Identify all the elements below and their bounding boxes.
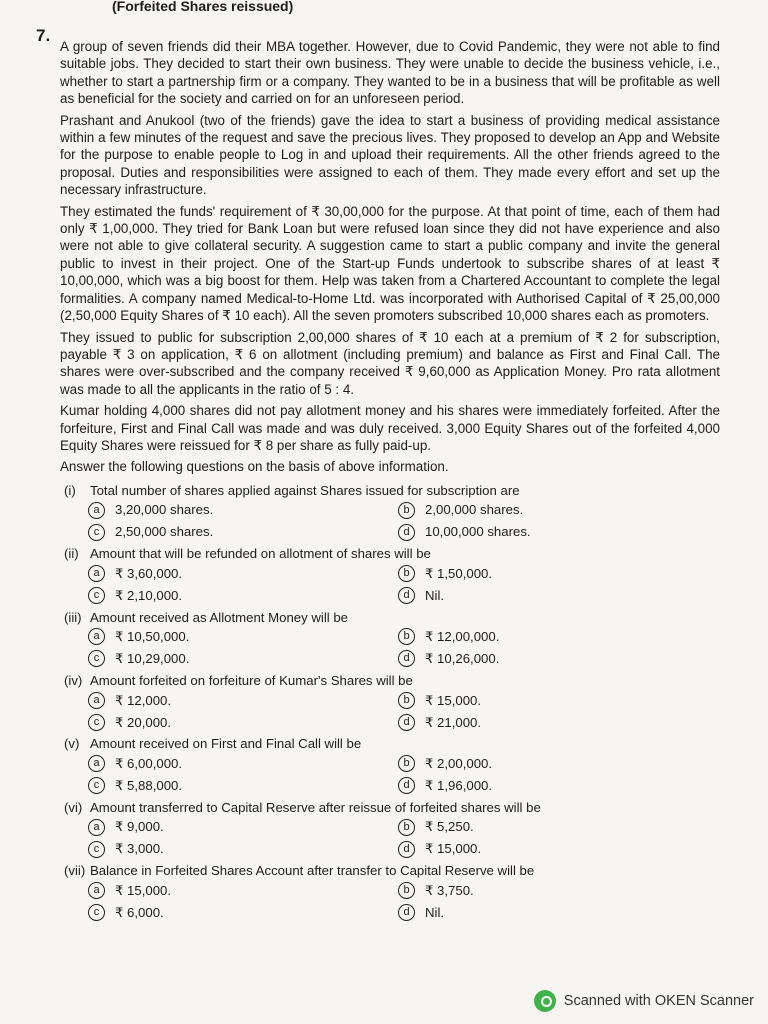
option-letter-circle: c: [88, 904, 105, 921]
option-letter-circle: b: [398, 692, 415, 709]
sub-question-label: Balance in Forfeited Shares Account after transfer to Capital Reserve will be: [90, 863, 535, 879]
option-value: ₹ 15,000.: [115, 882, 172, 898]
option-c: [88, 649, 398, 669]
option-letter-circle: a: [88, 565, 105, 582]
sub-question-label: Total number of shares applied against Shares issued for subscription are: [90, 482, 520, 498]
option-value: ₹ 10,50,000.: [115, 629, 190, 645]
option-letter-circle: b: [398, 502, 415, 519]
sub-question-label: Amount forfeited on forfeiture of Kumar's Shares will be: [90, 672, 413, 688]
option-d: [398, 649, 698, 669]
option-grid: [60, 500, 720, 542]
sub-question-number: (vii): [64, 863, 86, 879]
sub-question-label: Amount received as Allotment Money will be: [90, 609, 349, 625]
section-title: (Forfeited Shares reissued): [112, 0, 294, 14]
sub-question: [60, 482, 720, 542]
option-value: Nil.: [425, 904, 445, 920]
option-letter-circle: a: [88, 628, 105, 645]
option-c: [88, 839, 398, 859]
sub-question: [60, 545, 720, 605]
option-letter-circle: c: [88, 524, 105, 541]
option-letter-circle: d: [398, 777, 415, 794]
sub-question: [60, 862, 720, 922]
sub-question-number: (ii): [64, 546, 79, 562]
scanner-text: Scanned with OKEN Scanner: [563, 993, 754, 1009]
option-value: ₹ 15,000.: [425, 692, 482, 708]
sub-question-text: [60, 862, 720, 879]
option-value: ₹ 10,29,000.: [115, 651, 190, 667]
sub-question-text: [60, 609, 720, 626]
option-a: [88, 690, 398, 710]
question-paragraph: Kumar holding 4,000 shares did not pay allotment money and his shares were immediately forfeited. After the forfeiture, First and Final Call was made and was duly received. 3,000 Equity Shares out of the forfeited 4,000 Equity Shares were reissued for ₹ 8 per share as fully paid-up.: [60, 403, 720, 453]
option-c: [88, 776, 398, 796]
option-letter-circle: d: [398, 650, 415, 667]
option-a: [88, 754, 398, 774]
sub-question: [60, 799, 720, 859]
sub-question-text: [60, 672, 720, 689]
option-letter-circle: a: [88, 502, 105, 519]
option-letter-circle: d: [398, 714, 415, 731]
option-value: ₹ 6,00,000.: [115, 756, 183, 772]
option-a: [88, 564, 398, 584]
sub-question-number: (v): [64, 736, 80, 752]
sub-question-number: (vi): [64, 799, 83, 815]
option-letter-circle: a: [88, 882, 105, 899]
option-grid: [60, 690, 720, 732]
option-a: [88, 817, 398, 837]
option-c: [88, 586, 398, 606]
option-value: ₹ 20,000.: [115, 714, 172, 730]
option-grid: [60, 817, 720, 859]
question-paragraph: Prashant and Anukool (two of the friends) gave the idea to start a business of providing medical assistance within a few minutes of the request and save the precious lives. They proposed to develop an App and Website for the purpose to enable people to Log in and upload their requirements. All the other friends agreed to the proposal. Duties and responsibilities were assigned to each of them. They made every effort and set up the necessary infrastructure.: [60, 112, 720, 198]
option-b: [398, 690, 698, 710]
option-d: [398, 522, 698, 542]
option-letter-circle: b: [398, 565, 415, 582]
option-a: [88, 500, 398, 520]
option-letter-circle: b: [398, 819, 415, 836]
option-value: Nil.: [425, 587, 445, 603]
scanner-footer: [534, 990, 754, 1012]
option-grid: [60, 754, 720, 796]
option-grid: [60, 627, 720, 669]
option-value: ₹ 9,000.: [115, 819, 164, 835]
sub-question-number: (iv): [64, 672, 83, 688]
option-value: ₹ 10,26,000.: [425, 651, 500, 667]
option-value: ₹ 2,10,000.: [115, 587, 183, 603]
sub-question: [60, 609, 720, 669]
question-body: [60, 18, 720, 923]
option-b: [398, 627, 698, 647]
option-letter-circle: c: [88, 587, 105, 604]
option-a: [88, 627, 398, 647]
option-value: ₹ 15,000.: [425, 841, 482, 857]
option-letter-circle: c: [88, 714, 105, 731]
sub-question-label: Amount that will be refunded on allotment of shares will be: [90, 546, 431, 562]
option-b: [398, 754, 698, 774]
question-paragraph: They estimated the funds' requirement of ₹ 30,00,000 for the purpose. At that point of time, each of them had only ₹ 1,00,000. They tried for Bank Loan but were refused loan since they did not have experience and also were not able to give collateral security. A suggestion came to start a public company and invite the general public to invest in their project. One of the Start-up Funds undertook to subscribe shares of at least ₹ 10,00,000, which was a big boost for them. Help was taken from a Chartered Accountant to complete the legal formalities. A company named Medical-to-Home Ltd. was incorporated with Authorised Capital of ₹ 25,00,000 (2,50,000 Equity Shares of ₹ 10 each). All the seven promoters subscribed 10,000 shares each as promoters.: [60, 203, 720, 324]
sub-question: [60, 735, 720, 795]
option-value: 3,20,000 shares.: [115, 502, 214, 518]
question-paragraphs: [60, 38, 720, 476]
option-grid: [60, 881, 720, 923]
option-d: [398, 839, 698, 859]
option-letter-circle: a: [88, 819, 105, 836]
option-value: ₹ 2,00,000.: [425, 756, 493, 772]
option-b: [398, 817, 698, 837]
option-letter-circle: c: [88, 777, 105, 794]
question-number: 7.: [36, 26, 51, 45]
option-value: ₹ 6,000.: [115, 904, 164, 920]
question-paragraph: Answer the following questions on the basis of above information.: [60, 459, 449, 475]
option-value: ₹ 3,000.: [115, 841, 164, 857]
sub-question-text: [60, 735, 720, 752]
option-c: [88, 712, 398, 732]
option-letter-circle: d: [398, 841, 415, 858]
option-d: [398, 903, 698, 923]
option-d: [398, 712, 698, 732]
sub-question-label: Amount transferred to Capital Reserve after reissue of forfeited shares will be: [90, 799, 541, 815]
question-paragraph: A group of seven friends did their MBA together. However, due to Covid Pandemic, they were not able to find suitable jobs. They decided to start their own business. They were unable to decide the business vehicle, i.e., whether to start a partnership firm or a company. They wanted to be in a business that will be profitable as well as beneficial for the society and carried on for an unforeseen period.: [60, 39, 720, 107]
sub-questions: [60, 482, 720, 923]
sub-question-number: (i): [64, 482, 76, 498]
question-paragraph: They issued to public for subscription 2,00,000 shares of ₹ 10 each at a premium of ₹ 2 for subscription, payable ₹ 3 on application, ₹ 6 on allotment (including premium) and balance as First and Final Call. The shares were over-subscribed and the company received ₹ 9,60,000 as Application Money. Pro rata allotment was made to all the applicants in the ratio of 5 : 4.: [60, 329, 720, 397]
option-value: ₹ 1,96,000.: [425, 778, 493, 794]
option-value: 2,00,000 shares.: [425, 502, 524, 518]
option-letter-circle: c: [88, 650, 105, 667]
option-value: ₹ 21,000.: [425, 714, 482, 730]
sub-question-label: Amount received on First and Final Call will be: [90, 736, 362, 752]
sub-question-text: [60, 799, 720, 816]
option-b: [398, 881, 698, 901]
option-value: ₹ 5,250.: [425, 819, 474, 835]
option-a: [88, 881, 398, 901]
oken-scanner-logo-icon: [534, 990, 556, 1012]
option-value: ₹ 3,750.: [425, 882, 474, 898]
option-letter-circle: c: [88, 841, 105, 858]
option-value: ₹ 5,88,000.: [115, 778, 183, 794]
option-value: ₹ 3,60,000.: [115, 565, 183, 581]
option-value: ₹ 12,000.: [115, 692, 172, 708]
option-letter-circle: b: [398, 882, 415, 899]
option-d: [398, 586, 698, 606]
option-b: [398, 500, 698, 520]
sub-question-text: [60, 482, 720, 499]
option-letter-circle: d: [398, 524, 415, 541]
sub-question-text: [60, 545, 720, 562]
option-letter-circle: b: [398, 755, 415, 772]
option-letter-circle: a: [88, 692, 105, 709]
option-letter-circle: b: [398, 628, 415, 645]
option-value: ₹ 12,00,000.: [425, 629, 500, 645]
sub-question-number: (iii): [64, 609, 82, 625]
option-letter-circle: a: [88, 755, 105, 772]
option-b: [398, 564, 698, 584]
option-d: [398, 776, 698, 796]
option-value: 10,00,000 shares.: [425, 524, 531, 540]
option-grid: [60, 564, 720, 606]
option-letter-circle: d: [398, 587, 415, 604]
option-c: [88, 522, 398, 542]
option-value: ₹ 1,50,000.: [425, 565, 493, 581]
option-c: [88, 903, 398, 923]
option-value: 2,50,000 shares.: [115, 524, 214, 540]
option-letter-circle: d: [398, 904, 415, 921]
sub-question: [60, 672, 720, 732]
